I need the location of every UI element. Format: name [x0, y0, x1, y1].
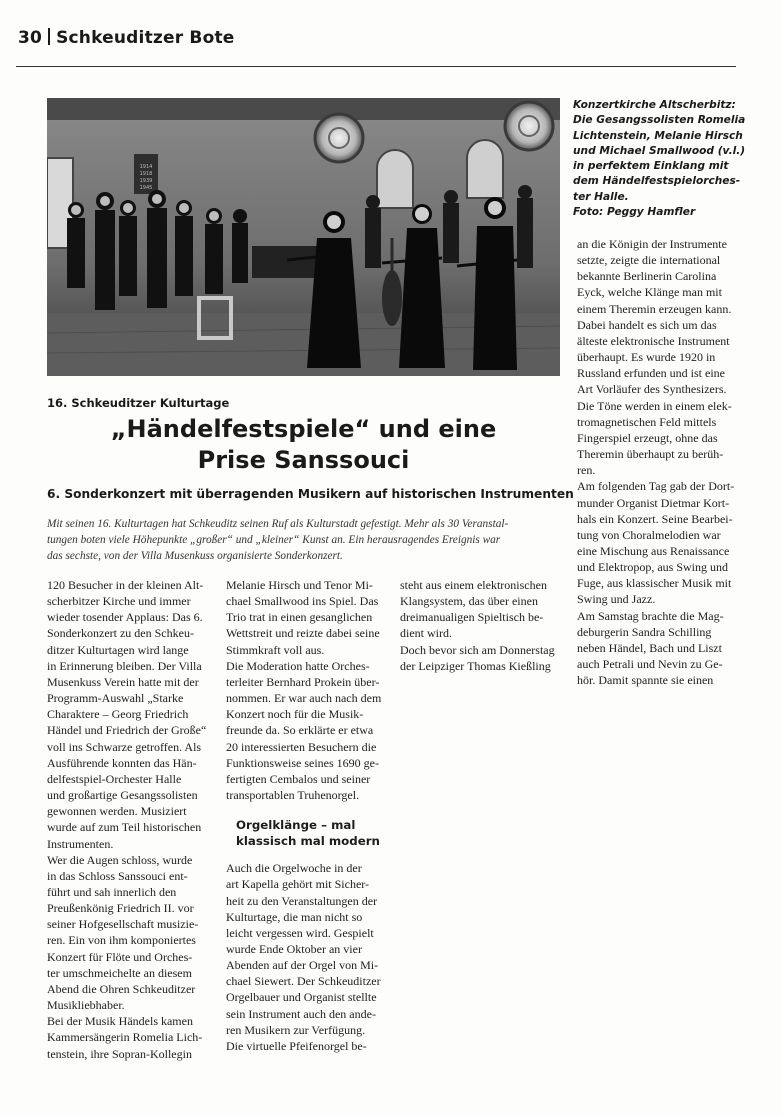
caption-line: Konzertkirche Altscherbitz:: [573, 99, 736, 111]
text-line: Charaktere – Georg Friedrich: [47, 707, 189, 722]
text-line: eine Mischung aus Renaissance: [577, 543, 730, 558]
text-line: gewonnen werden. Musiziert: [47, 804, 187, 819]
intro-line: das sechste, von der Villa Musenkuss organisierte Sonderkonzert.: [47, 550, 343, 562]
caption-line: Lichtenstein, Melanie Hirsch: [573, 129, 743, 142]
text-line: führt und sah innerlich den: [47, 884, 177, 899]
text-line: Stimmkraft voll aus.: [226, 642, 325, 657]
text-line: deburgerin Sandra Schilling: [577, 624, 712, 639]
text-line: Fingerspiel erzeugt, ohne das: [577, 430, 718, 445]
text-line: fertigten Cembalos und seiner: [226, 771, 371, 786]
caption-line: Die Gesangssolisten Romelia: [573, 114, 746, 127]
plaque-text-line-1: 1914: [139, 164, 153, 170]
article-intro: [47, 516, 567, 564]
text-line: Art Vorläufer des Synthesizers.: [577, 382, 727, 397]
text-line: Wettstreit und reizte dabei seine: [226, 626, 380, 641]
subheading-line: klassisch mal modern: [236, 834, 380, 849]
text-line: terleiter Bernhard Prokein über-: [226, 674, 380, 689]
text-line: Theremin überhaupt zu berüh-: [577, 447, 724, 462]
text-line: auch Petrali und Nevin zu Ge-: [577, 657, 723, 672]
text-line: ren.: [577, 463, 596, 478]
text-line: 120 Besucher in der kleinen Alt-: [47, 578, 204, 592]
text-line: Klangsystem, das über einen: [400, 594, 538, 609]
text-line: in Erinnerung bleiben. Der Villa: [47, 658, 202, 673]
headline-line-1: „Händelfestspiele“ und eine: [110, 415, 497, 443]
text-line: chael Siewert. Der Schkeuditzer: [226, 974, 381, 989]
text-line: delfestspiel-Orchester Halle: [47, 771, 182, 786]
text-line: scherbitzer Kirche und immer: [47, 594, 191, 609]
text-line: überhaupt. Es wurde 1920 in: [577, 350, 716, 365]
concert-photo: [47, 98, 560, 376]
text-line: Händel und Friedrich der Große“: [47, 723, 207, 738]
plaque-text-line-3: 1939: [139, 178, 153, 184]
text-line: freunde da. So erklärte er etwa: [226, 723, 374, 738]
text-line: Melanie Hirsch und Tenor Mi-: [226, 578, 373, 592]
text-line: Russland erfunden und ist eine: [577, 366, 725, 381]
text-line: in das Schloss Sanssouci ent-: [47, 868, 188, 883]
text-line: der Leipziger Thomas Kießling: [400, 658, 551, 673]
text-line: Swing und Jazz.: [577, 592, 656, 607]
text-line: hals ein Konzert. Seine Bearbei-: [577, 511, 733, 526]
text-line: einem Theremin erzeugen kann.: [577, 301, 732, 316]
text-line: chael Smallwood ins Spiel. Das: [226, 594, 379, 609]
text-line: Am Samstag brachte die Mag-: [577, 608, 724, 623]
text-line: transportablen Truhenorgel.: [226, 788, 360, 803]
text-line: art Kapella gehört mit Sicher-: [226, 877, 370, 892]
text-line: Kammersängerin Romelia Lich-: [47, 1030, 203, 1045]
publication-name: Schkeuditzer Bote: [56, 28, 235, 48]
text-line: voll ins Schwarze getroffen. Als: [47, 739, 202, 754]
text-line: Ausführende konnten das Hän-: [47, 755, 197, 770]
article-column-1: [47, 577, 212, 1062]
text-line: 20 interessierten Besuchern die: [226, 739, 377, 754]
text-line: an die Königin der Instrumente: [577, 237, 727, 251]
header-divider: [48, 28, 50, 45]
text-line: älteste elektronische Instrument: [577, 333, 730, 348]
caption-line: dem Händelfestspielorches-: [573, 175, 741, 188]
plaque-text-line-2: 1918: [139, 171, 153, 177]
text-line: Auch die Orgelwoche in der: [226, 861, 362, 876]
text-line: tenstein, ihre Sopran-Kollegin: [47, 1046, 192, 1061]
text-line: und großartige Gesangssolisten: [47, 788, 198, 803]
text-line: ren. Ein von ihm komponiertes: [47, 933, 196, 948]
article-column-3: [400, 577, 565, 674]
text-line: wurde auf zum Teil historischen: [47, 820, 202, 835]
text-line: munder Organist Dietmar Kort-: [577, 495, 730, 510]
text-line: tung von Choralmelodien war: [577, 527, 721, 542]
text-line: dient wird.: [400, 626, 452, 641]
text-line: ditzer Kulturtagen wird lange: [47, 642, 189, 657]
text-line: setzte, zeigte die international: [577, 253, 721, 268]
text-line: Funktionsweise seines 1690 ge-: [226, 755, 379, 770]
page-header: [18, 28, 235, 48]
text-line: Eyck, welche Klänge man mit: [577, 285, 722, 300]
text-line: Konzert noch für die Musik-: [226, 707, 364, 722]
subheading-line: Orgelklänge – mal: [236, 818, 356, 833]
text-line: ren Musikern zur Verfügung.: [226, 1022, 366, 1037]
header-rule: [16, 66, 736, 67]
article-column-4: [577, 236, 742, 688]
article-column-2: [226, 577, 391, 1054]
text-line: Preußenkönig Friedrich II. vor: [47, 901, 194, 916]
text-line: Dabei handelt es sich um das: [577, 317, 717, 332]
caption-credit: Foto: Peggy Hamfler: [573, 206, 696, 219]
plaque-text-line-4: 1945: [139, 185, 153, 191]
text-line: sein Instrument auch den ande-: [226, 1006, 376, 1021]
text-line: steht aus einem elektronischen: [400, 578, 547, 592]
text-line: Am folgenden Tag gab der Dort-: [577, 479, 735, 494]
text-line: Abend die Ohren Schkeuditzer: [47, 981, 196, 996]
text-line: Bei der Musik Händels kamen: [47, 1014, 193, 1029]
text-line: Programm-Auswahl „Starke: [47, 691, 184, 706]
text-line: Musikliebhaber.: [47, 998, 125, 1013]
text-line: Die Töne werden in einem elek-: [577, 398, 732, 413]
text-line: Die Moderation hatte Orches-: [226, 658, 370, 673]
text-line: dreimanualigen Spieltisch be-: [400, 610, 544, 625]
text-line: neben Händel, Bach und Liszt: [577, 640, 722, 655]
intro-line: tungen boten viele Höhepunkte „großer“ und „kleiner“ Kunst an. Ein herausragendes Ereignis war: [47, 534, 501, 546]
photo-caption: [573, 98, 748, 220]
text-line: wieder tosender Applaus: Das 6.: [47, 610, 203, 625]
intro-line: Mit seinen 16. Kulturtagen hat Schkeuditz seinen Ruf als Kulturstadt gefestigt. Mehr als 30 Veranstal-: [47, 518, 509, 530]
text-line: Kulturtage, die man nicht so: [226, 909, 363, 924]
article-kicker: 16. Schkeuditzer Kulturtage: [47, 396, 230, 410]
article-headline: [47, 414, 560, 476]
text-line: bekannte Berlinerin Carolina: [577, 269, 717, 284]
text-line: ter umschmeichelte an diesem: [47, 965, 192, 980]
caption-line: in perfektem Einklang mit: [573, 160, 729, 173]
text-line: leicht vergessen wird. Gespielt: [226, 925, 374, 940]
text-line: Orgelbauer und Organist stellte: [226, 990, 377, 1005]
text-line: hör. Damit spannte sie einen: [577, 673, 714, 688]
headline-line-2: Prise Sanssouci: [197, 446, 410, 474]
text-line: Abenden auf der Orgel von Mi-: [226, 958, 379, 973]
text-line: Fuge, aus klassischer Musik mit: [577, 576, 732, 591]
text-line: und Elektropop, aus Swing und: [577, 560, 728, 575]
section-subheading: [236, 817, 391, 849]
text-line: tromagnetischen Feld mittels: [577, 414, 717, 429]
text-line: seiner Hofgesellschaft musizie-: [47, 917, 199, 932]
caption-line: ter Halle.: [573, 190, 629, 203]
text-line: heit zu den Veranstaltungen der: [226, 893, 378, 908]
article-subheadline: 6. Sonderkonzert mit überragenden Musikern auf historischen Instrumenten: [47, 487, 574, 501]
concert-photo-illustration: [47, 98, 560, 376]
text-line: Doch bevor sich am Donnerstag: [400, 642, 555, 657]
text-line: wurde Ende Oktober an vier: [226, 941, 362, 956]
text-line: Instrumenten.: [47, 836, 114, 851]
text-line: Die virtuelle Pfeifenorgel be-: [226, 1038, 367, 1053]
text-line: Konzert für Flöte und Orches-: [47, 949, 193, 964]
caption-line: und Michael Smallwood (v.l.): [573, 144, 746, 157]
text-line: Trio trat in einen gesanglichen: [226, 610, 373, 625]
text-line: nommen. Er war auch nach dem: [226, 691, 382, 706]
text-line: Musenkuss Verein hatte mit der: [47, 674, 199, 689]
page-number: 30: [18, 28, 43, 48]
text-line: Sonderkonzert zu den Schkeu-: [47, 626, 194, 641]
text-line: Wer die Augen schloss, wurde: [47, 852, 193, 867]
